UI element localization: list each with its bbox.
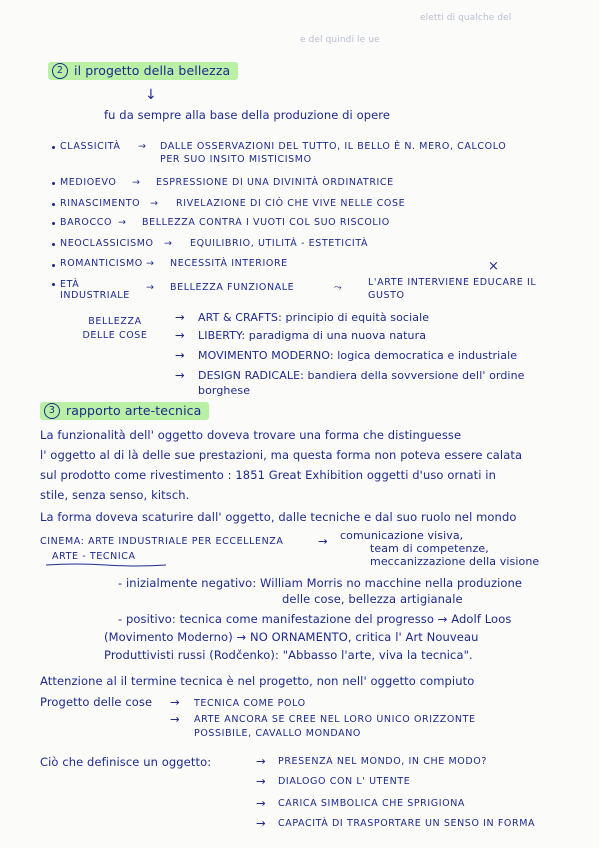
attenzione-note: Attenzione al il termine tecnica è nel progetto, non nell' oggetto compiuto bbox=[40, 674, 475, 688]
period-text-romanticismo: NECESSITÀ INTERIORE bbox=[170, 258, 288, 269]
period-text-right-eta-industriale: L'ARTE INTERVIENE EDUCARE IL GUSTO bbox=[368, 277, 537, 301]
arrow-icon: → bbox=[256, 774, 266, 788]
section1-heading bbox=[48, 63, 238, 79]
progetto-item-3: POSSIBILE, CAVALLO MONDANO bbox=[194, 728, 361, 739]
period-label-eta-industriale: ETÀ INDUSTRIALE bbox=[60, 279, 130, 301]
section2-number: 3 bbox=[44, 403, 60, 419]
arte-tecnica-underline bbox=[46, 563, 166, 567]
paragraph1-line1: La funzionalità dell' oggetto doveva trovare una forma che distinguesse bbox=[40, 428, 462, 442]
section2-title: rapporto arte-tecnica bbox=[66, 402, 202, 418]
arrow-icon: → bbox=[256, 796, 266, 810]
period-text-medioevo: ESPRESSIONE DI UNA DIVINITÀ ORDINATRICE bbox=[156, 177, 394, 188]
paragraph2: La forma doveva scaturire dall' oggetto, dalle tecniche e dal suo ruolo nel mondo bbox=[40, 510, 517, 524]
definisce-item-4: CAPACITÀ DI TRASPORTARE UN SENSO IN FORMA bbox=[278, 818, 536, 829]
positivo-line1: - positivo: tecnica come manifestazione del progresso → Adolf Loos bbox=[118, 612, 512, 626]
section1-title: il progetto della bellezza bbox=[74, 62, 231, 78]
arrow-icon: → bbox=[138, 141, 147, 152]
cinema-item-2: team di competenze, bbox=[370, 542, 489, 555]
section1-number: 2 bbox=[52, 63, 68, 79]
ghost-text-top-right: eletti di qualche del bbox=[420, 13, 512, 23]
arrow-icon: → bbox=[318, 534, 328, 548]
period-label-neoclassicismo: NEOCLASSICISMO bbox=[60, 238, 154, 249]
period-label-classicita: CLASSICITÀ bbox=[60, 141, 121, 152]
cinema-label: CINEMA: ARTE INDUSTRIALE PER ECCELLENZA bbox=[40, 536, 284, 547]
negativo-line1: - inizialmente negativo: William Morris no macchine nella produzione bbox=[118, 576, 523, 590]
arrow-icon: → bbox=[175, 348, 185, 362]
bellezza-item-liberty: LIBERTY: paradigma di una nuova natura bbox=[198, 329, 427, 342]
arrow-icon: → bbox=[256, 754, 266, 768]
period-text2-classicita: PER SUO INSITO MISTICISMO bbox=[160, 154, 312, 165]
period-text-barocco: BELLEZZA CONTRA I VUOTI COL SUO RISCOLIO bbox=[142, 217, 390, 228]
bullet-icon bbox=[52, 222, 55, 225]
period-text-eta-industriale: BELLEZZA FUNZIONALE bbox=[170, 282, 295, 293]
cinema-item-3: meccanizzazione della visione bbox=[370, 555, 540, 568]
definisce-item-2: DIALOGO CON L' UTENTE bbox=[278, 776, 411, 787]
wavy-arrow-icon: ⤳ bbox=[334, 282, 343, 293]
progetto-item-1: TECNICA COME POLO bbox=[194, 698, 306, 709]
arrow-icon: → bbox=[175, 368, 185, 382]
period-label-medioevo: MEDIOEVO bbox=[60, 177, 117, 188]
bullet-icon bbox=[52, 182, 55, 185]
period-text-classicita: DALLE OSSERVAZIONI DEL TUTTO, IL BELLO È N. MERO, CALCOLO bbox=[160, 141, 507, 152]
definisce-label: Ciò che definisce un oggetto: bbox=[40, 755, 212, 769]
arrow-icon: → bbox=[170, 695, 180, 709]
bullet-icon bbox=[52, 264, 55, 267]
bellezza-cose-label: BELLEZZA DELLE COSE bbox=[82, 316, 148, 341]
positivo-line3: Produttivisti russi (Rodčenko): "Abbasso l'arte, viva la tecnica". bbox=[104, 648, 473, 662]
period-label-barocco: BAROCCO bbox=[60, 217, 113, 228]
period-label-rinascimento: RINASCIMENTO bbox=[60, 198, 141, 209]
progetto-label: Progetto delle cose bbox=[40, 695, 153, 709]
x-mark-icon: × bbox=[488, 259, 499, 274]
definisce-item-1: PRESENZA NEL MONDO, IN CHE MODO? bbox=[278, 756, 487, 767]
bullet-icon bbox=[52, 146, 55, 149]
bellezza-item-movimento-moderno: MOVIMENTO MODERNO: logica democratica e industriale bbox=[198, 349, 518, 362]
arrow-icon: → bbox=[175, 328, 185, 342]
section2-heading bbox=[40, 403, 209, 419]
paragraph1-line2: l' oggetto al di là delle sue prestazioni, ma questa forma non poteva essere calata bbox=[40, 448, 523, 462]
definisce-item-3: CARICA SIMBOLICA CHE SPRIGIONA bbox=[278, 798, 465, 809]
period-label-romanticismo: ROMANTICISMO bbox=[60, 258, 143, 269]
arrow-icon: → bbox=[146, 282, 155, 293]
negativo-line2: delle cose, bellezza artigianale bbox=[282, 592, 463, 606]
cinema-item-1: comunicazione visiva, bbox=[340, 529, 464, 542]
down-arrow-icon: ↓ bbox=[145, 87, 157, 103]
period-text-neoclassicismo: EQUILIBRIO, UTILITÀ - ESTETICITÀ bbox=[190, 238, 369, 249]
arrow-icon: → bbox=[118, 217, 127, 228]
bellezza-item-design-radicale: DESIGN RADICALE: bandiera della sovversione dell' ordine borghese bbox=[198, 369, 525, 397]
section1-intro: fu da sempre alla base della produzione di opere bbox=[104, 108, 391, 122]
arrow-icon: → bbox=[175, 310, 185, 324]
arrow-icon: → bbox=[256, 816, 266, 830]
bellezza-item-art-crafts: ART & CRAFTS: principio di equità sociale bbox=[198, 311, 430, 324]
period-text-rinascimento: RIVELAZIONE DI CIÒ CHE VIVE NELLE COSE bbox=[176, 198, 406, 209]
arrow-icon: → bbox=[170, 712, 180, 726]
paragraph1-line3: sul prodotto come rivestimento : 1851 Great Exhibition oggetti d'uso ornati in bbox=[40, 468, 496, 482]
bullet-icon bbox=[52, 283, 55, 286]
arrow-icon: → bbox=[132, 177, 141, 188]
bullet-icon bbox=[52, 203, 55, 206]
arte-tecnica-heading: ARTE - TECNICA bbox=[52, 551, 136, 562]
arrow-icon: → bbox=[146, 258, 155, 269]
ghost-text-top-left: e del quindi le ue bbox=[300, 35, 380, 45]
arrow-icon: → bbox=[164, 238, 173, 249]
positivo-line2: (Movimento Moderno) → NO ORNAMENTO, critica l' Art Nouveau bbox=[104, 630, 479, 644]
progetto-item-2: ARTE ANCORA SE CREE NEL LORO UNICO ORIZZONTE bbox=[194, 714, 476, 725]
paragraph1-line4: stile, senza senso, kitsch. bbox=[40, 488, 190, 502]
arrow-icon: → bbox=[150, 198, 159, 209]
bullet-icon bbox=[52, 243, 55, 246]
